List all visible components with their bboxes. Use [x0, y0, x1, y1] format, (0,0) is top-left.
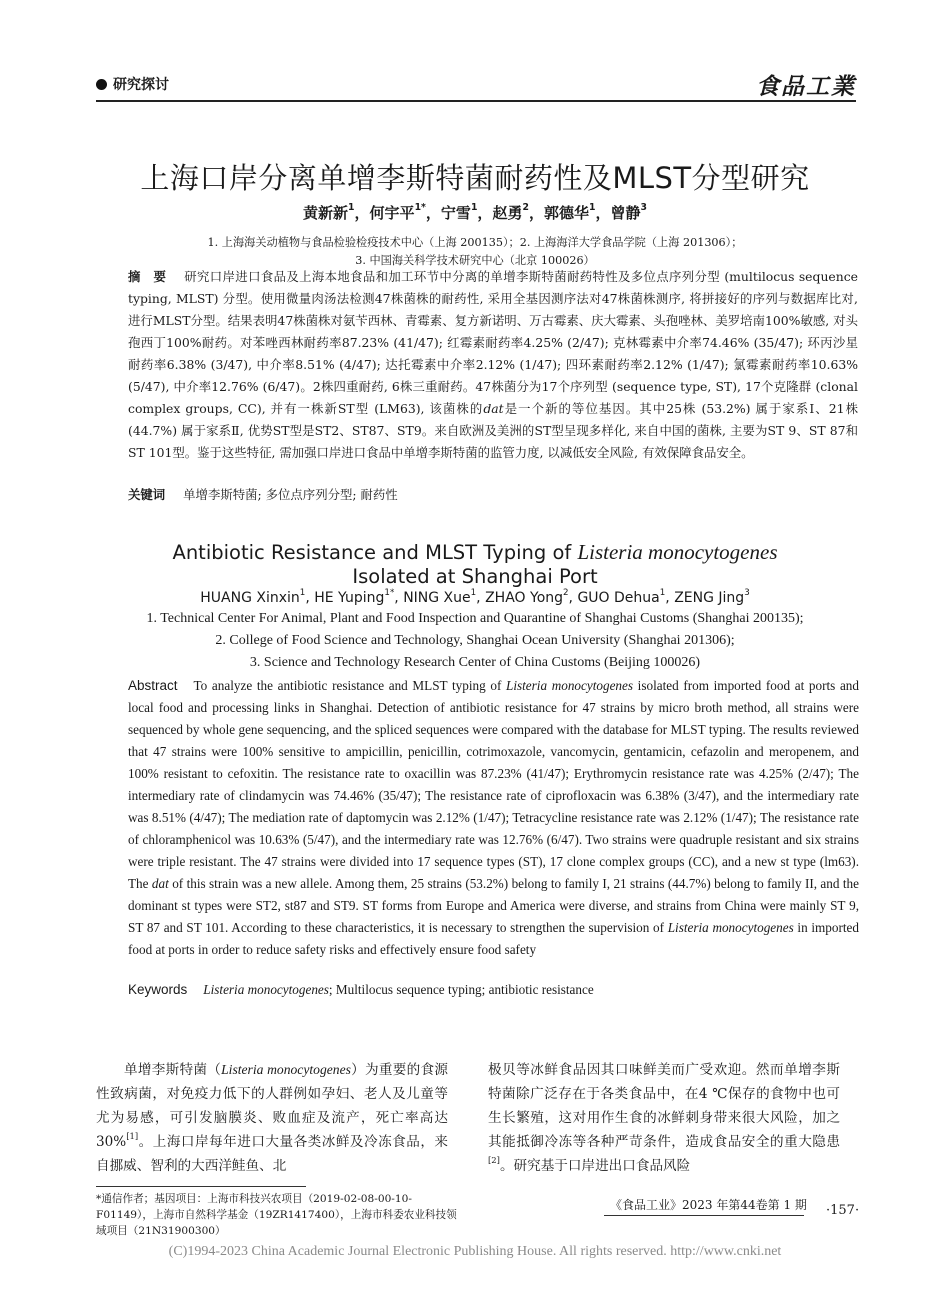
cn-abstract-label: 摘 要 [128, 269, 167, 284]
en-authors [0, 587, 950, 606]
cn-affiliation-line-1: 1. 上海海关动植物与食品检验检疫技术中心（上海 200135）；2. 上海海洋大学食品学院（上海 201306）； [207, 236, 743, 249]
cn-keywords-label: 关键词 [128, 487, 166, 502]
en-author: ZENG Jing$^3$ [674, 587, 750, 606]
footnote: *通信作者；基因项目：上海市科技兴农项目（2019-02-08-00-10-F01149），上海市自然科学基金（19ZR1417400），上海市科委农业科技领域项目（21N31900300） [96, 1193, 457, 1237]
cn-abstract: 摘 要 研究口岸进口食品及上海本地食品和加工环节中分离的单增李斯特菌耐药特性及多位点序列分型 (multilocus sequence typing, MLST) 分型。使用微量肉汤法检测47株菌株的耐药性, 采用全基因测序法对47株菌株测序, 将拼接好的序列与数据库比对, 进行MLST分型。结果表明47株菌株对氨苄西林、青霉素、复方新诺明、万古霉素、庆大霉素、头孢唑林、美罗培南100%敏感, 对头孢西丁100%耐药。对苯唑西林耐药率87.23% (41/47); 红霉素耐药率4.25% (2/47); 克林霉素中介率74.46% (35/47); 环丙沙星耐药率6.38% (3/47), 中介率8.51% (4/47); 达托霉素中介率2.12% (1/47); 四环素耐药率2.12% (1/47); 氯霉素耐药率10.63% (5/47), 中介率12.76% (6/47)。2株四重耐药, 6株三重耐药。47株菌分为17个序列型 (sequence type, ST), 17个克隆群 (clonal complex groups, CC), 并有一株新ST型 (LM63), 该菌株的dat是一个新的等位基因。其中25株 (53.2%) 属于家系Ⅰ、21株 (44.7%) 属于家系Ⅱ, 优势ST型是ST2、ST87、ST9。来自欧洲及美洲的ST型呈现多样化, 来自中国的菌株, 主要为ST 9、ST 87和ST 101型。鉴于这些特征, 需加强口岸进口食品中单增李斯特菌的监管力度, 以减低安全风险, 有效保障食品安全。 [128, 269, 859, 460]
cn-keywords [128, 484, 858, 506]
journal-logo: 食品工業 [756, 74, 856, 99]
body-column-right: 极贝等冰鲜食品因其口味鲜美而广受欢迎。然而单增李斯特菌除广泛存在于各类食品中，在4 ℃保存的食物中也可生长繁殖，这对用作生食的冰鲜刺身带来很大风险，加之其能抵御冷冻等各种严苛条件，造成食品安全的重大隐患[2]。研究基于口岸进出口食品风险 [488, 1062, 840, 1174]
page-info-divider [604, 1215, 804, 1216]
page-number: ·157· [826, 1203, 860, 1218]
cn-keywords-text: 单增李斯特菌; 多位点序列分型; 耐药性 [183, 487, 398, 502]
section-label [96, 74, 169, 94]
cn-author: 何宇平$^{1*}$， [369, 202, 441, 222]
en-author: ZHAO Yong$^2$, [485, 587, 578, 606]
body-column-left: 单增李斯特菌（Listeria monocytogenes）为重要的食源性致病菌，对免疫力低下的人群例如孕妇、老人及儿童等尤为易感，可引发脑膜炎、败血症及流产，死亡率高达30%[1]。上海口岸每年进口大量各类冰鲜及冷冻食品，来自挪威、智利的大西洋鲑鱼、北 [96, 1062, 449, 1174]
journal-issue-info: 《食品工业》2023 年第44卷第 1 期 [610, 1198, 807, 1212]
cn-author: 黄新新$^1$， [303, 202, 370, 222]
cn-authors [0, 202, 950, 223]
cn-affiliation-line-2: 3. 中国海关科学技术研究中心（北京 100026） [355, 254, 595, 267]
en-title-line-1: Antibiotic Resistance and MLST Typing of Listeria monocytogenes [172, 540, 778, 564]
copyright-notice: (C)1994-2023 China Academic Journal Electronic Publishing House. All rights reserved. http://www.cnki.net [168, 1244, 782, 1259]
cn-author: 郭德华$^1$， [543, 202, 611, 222]
en-author: NING Xue$^1$, [403, 587, 486, 606]
en-keywords: Keywords Listeria monocytogenes; Multilocus sequence typing; antibiotic resistance [128, 982, 594, 997]
cn-title: 上海口岸分离单增李斯特菌耐药性及MLST分型研究 [140, 161, 810, 195]
cn-author: 赵勇$^2$， [492, 202, 544, 222]
cn-author: 宁雪$^1$， [440, 202, 493, 222]
footnote-divider [96, 1186, 306, 1187]
en-abstract-label: Abstract [128, 678, 178, 693]
cn-author: 曾静$^3$ [610, 202, 647, 222]
en-affiliation-line-3: 3. Science and Technology Research Center of China Customs (Beijing 100026) [249, 655, 701, 670]
en-author: HUANG Xinxin$^1$, [200, 587, 315, 606]
en-keywords-label: Keywords [128, 982, 188, 997]
en-affiliation-line-1: 1. Technical Center For Animal, Plant and Food Inspection and Quarantine of Shanghai Customs (Shanghai 200135); [146, 611, 804, 626]
en-title-line-2: Isolated at Shanghai Port [352, 565, 598, 588]
en-author: HE Yuping$^{1*}$, [314, 587, 404, 606]
header-divider [96, 100, 856, 102]
en-author: GUO Dehua$^1$, [577, 587, 675, 606]
en-abstract: Abstract To analyze the antibiotic resistance and MLST typing of Listeria monocytogenes isolated from imported food at ports and local food and processing links in Shanghai. Detection of antibiotic resistance for 47 strains by micro broth method, all strains were sequenced by whole gene sequencing, and the spliced sequences were compared with the database for MLST typing. The results reviewed that 47 strains were 100% sensitive to ampicillin, penicillin, cotrimoxazole, vancomycin, gentamicin, cefazolin and meropenem, and 100% resistant to cefoxitin. The resistance rate to oxacillin was 87.23% (41/47); Erythromycin resistance rate was 4.25% (2/47); The intermediary rate of clindamycin was 74.46% (35/47); The resistance rate of ciprofloxacin was 6.38% (3/47), and the intermediary rate was 8.51% (4/47); The mediation rate of daptomycin was 2.12% (1/47); Tetracycline resistance rate was 2.12% (1/47); The resistance rate of chloramphenicol was 10.63% (5/47), and the intermediary rate was 12.76% (6/47). Two strains were quadruple resistant and six strains were triple resistant. The 47 strains were divided into 17 sequence types (ST), 17 clone complex groups (CC), and a new st type (lm63). The dat of this strain was a new allele. Among them, 25 strains (53.2%) belong to family I, 21 strains (44.7%) belong to family II, and the dominant st types were ST2, st87 and ST9. ST forms from Europe and America were diverse, and strains from China were mainly ST 9, ST 87 and ST 101. According to these characteristics, it is necessary to strengthen the supervision of Listeria monocytogenes in imported food at ports in order to reduce safety risks and effectively ensure food safety [128, 678, 859, 957]
bullet-icon [96, 79, 107, 90]
section-label-text: 研究探讨 [113, 77, 169, 93]
en-affiliation-line-2: 2. College of Food Science and Technology, Shanghai Ocean University (Shanghai 201306); [215, 633, 735, 648]
